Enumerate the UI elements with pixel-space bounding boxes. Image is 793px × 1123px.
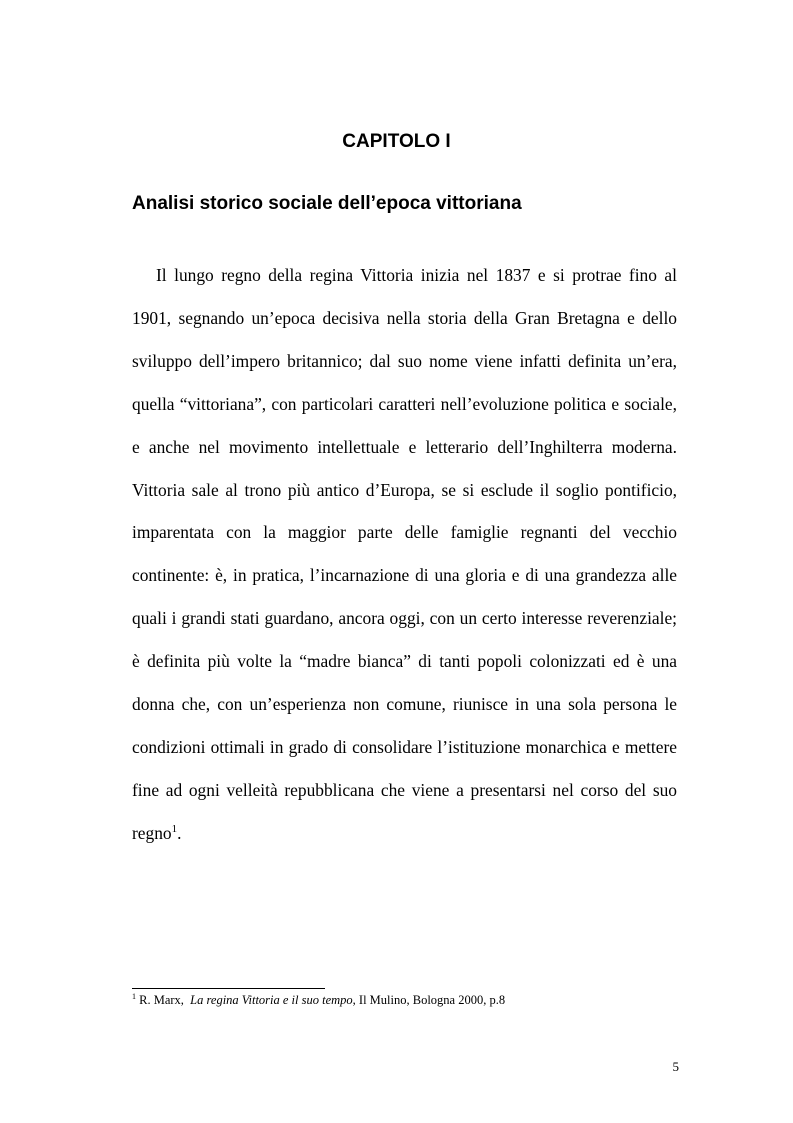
- footnote-divider: [132, 988, 325, 989]
- footnote: [132, 991, 692, 1009]
- section-title: Analisi storico sociale dell’epoca vittoriana: [132, 193, 522, 214]
- page-number: 5: [672, 1059, 679, 1074]
- footnote-reference: 1: [171, 822, 178, 835]
- footnote-publication: , Il Mulino, Bologna 2000, p.8: [352, 993, 506, 1007]
- footnote-marker: 1: [132, 992, 136, 1001]
- footnote-author: R. Marx,: [139, 993, 184, 1007]
- footnote-book-title: La regina Vittoria e il suo tempo: [190, 993, 353, 1007]
- body-paragraph: [132, 254, 677, 855]
- paragraph-text: Il lungo regno della regina Vittoria inizia nel 1837 e si protrae fino al 1901, segnando un’epoca decisiva nella storia della Gran Bretagna e dello sviluppo dell’impero britannico; dal suo nome viene infatti definita un’era, quella “vittoriana”, con particolari caratteri nell’evoluzione politica e sociale, e anche nel movimento intellettuale e letterario dell’Inghilterra moderna. Vittoria sale al trono più antico d’Europa, se si esclude il soglio pontificio, imparentata con la maggior parte delle famiglie regnanti del vecchio continente: è, in pratica, l’incarnazione di una gloria e di una grandezza alle quali i grandi stati guardano, ancora oggi, con un certo interesse reverenziale; è definita più volte la “madre bianca” di tanti popoli colonizzati ed è una donna che, con un’esperienza non comune, riunisce in una sola persona le condizioni ottimali in grado di consolidare l’istituzione monarchica e mettere fine ad ogni velleità repubblicana che viene a presentarsi nel corso del suo regno: [132, 265, 677, 843]
- chapter-title: CAPITOLO I: [342, 131, 451, 152]
- paragraph-end: .: [177, 822, 182, 843]
